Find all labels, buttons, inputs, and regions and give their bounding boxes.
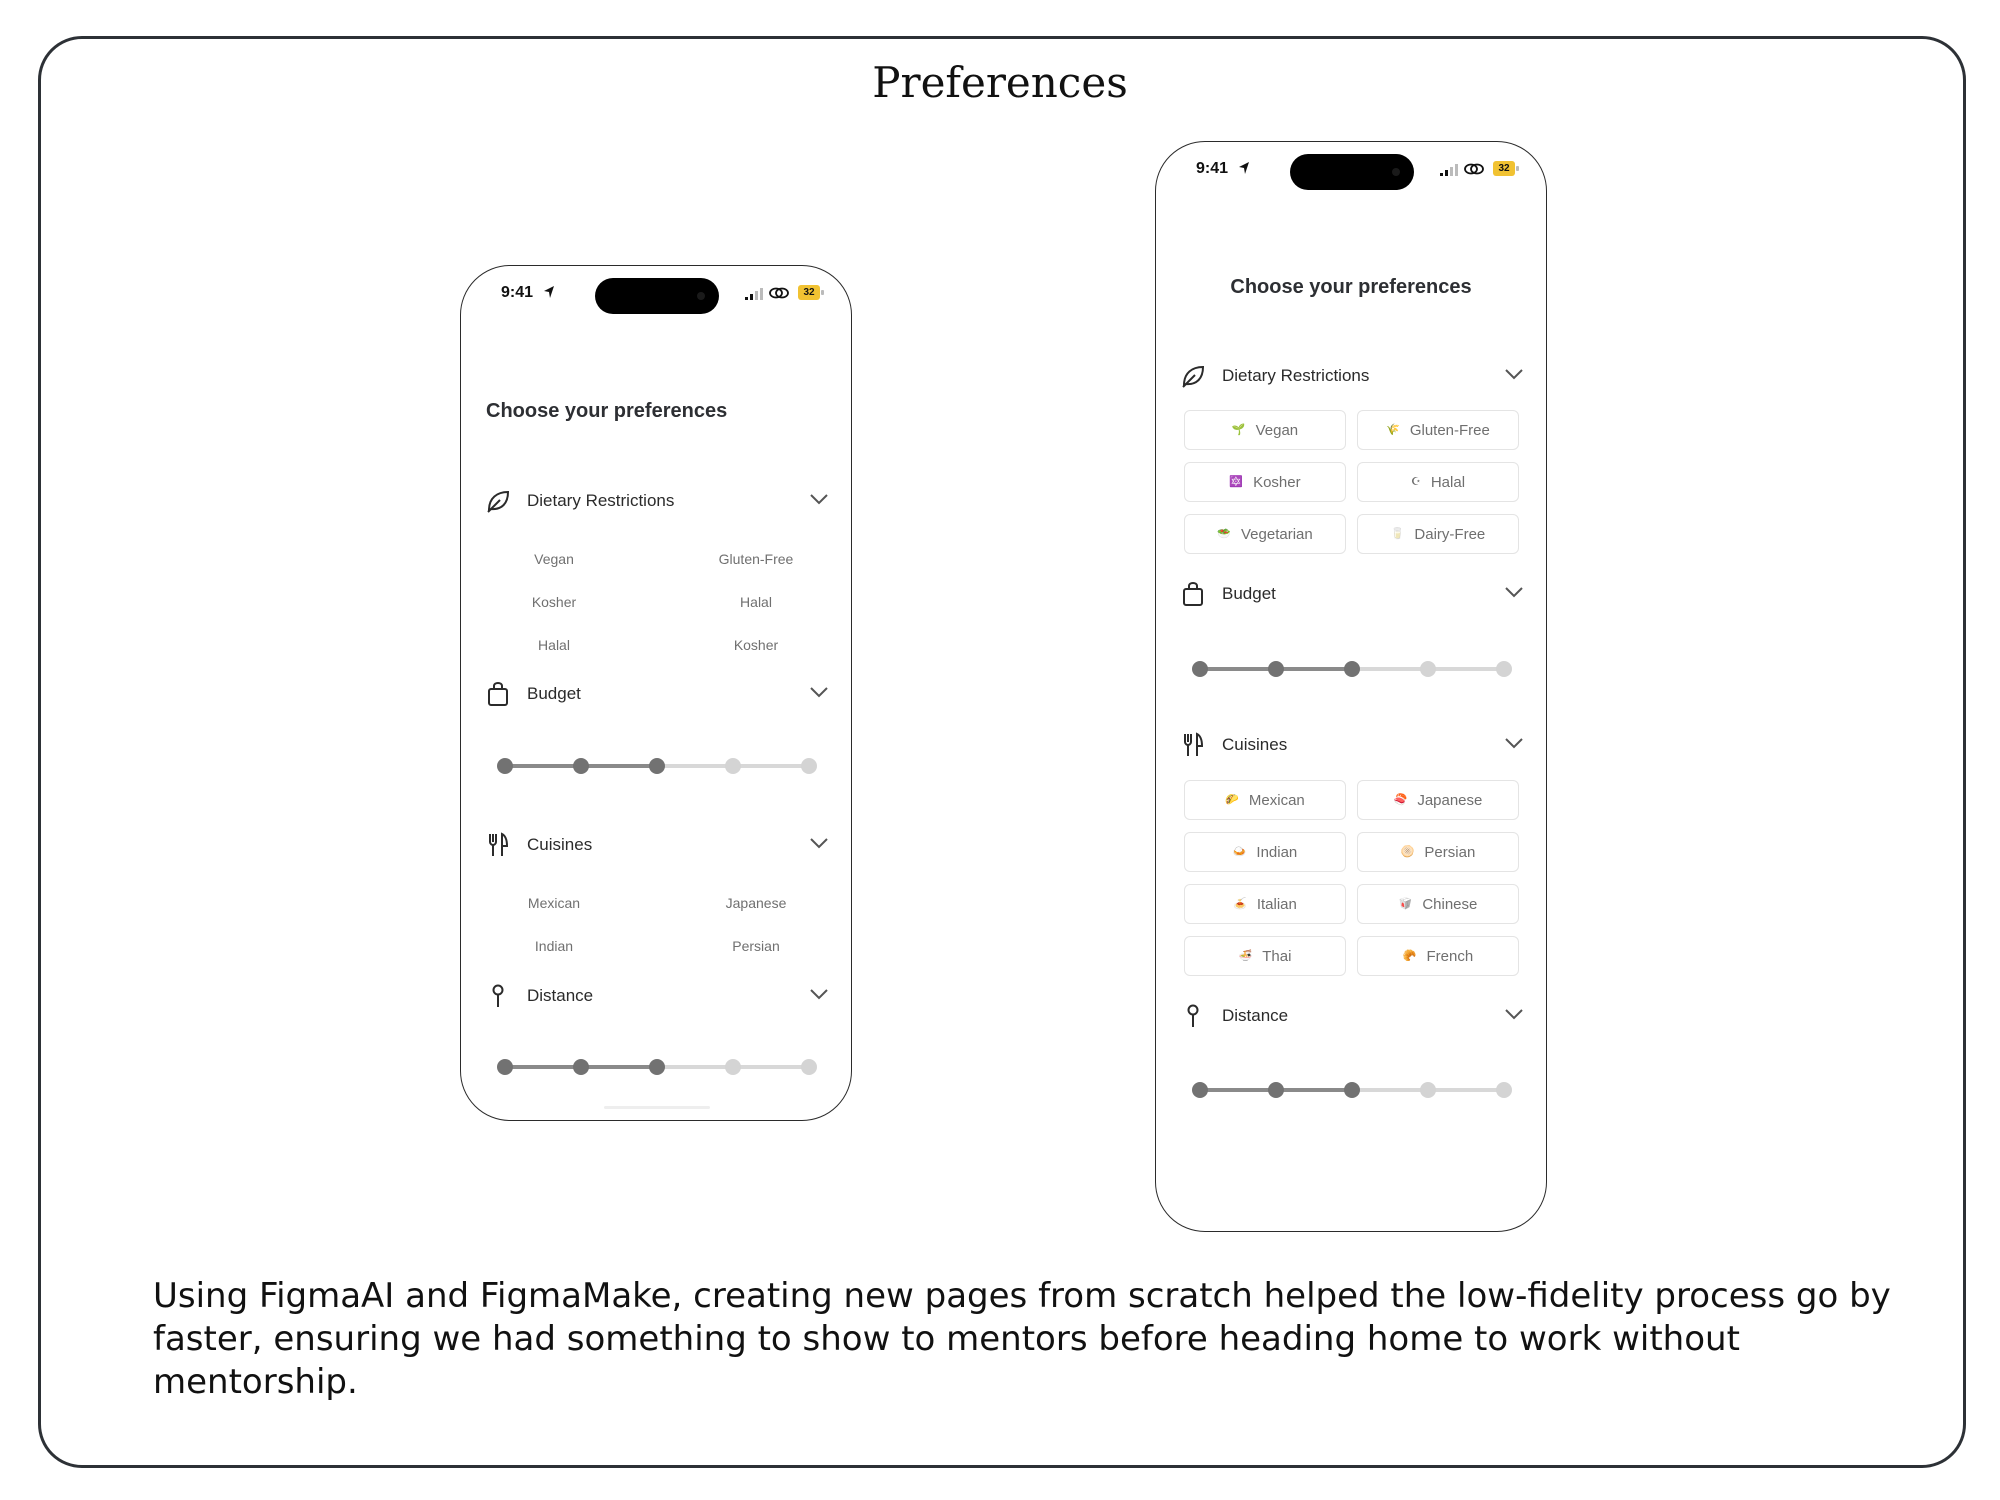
chip-dairy-free[interactable]: 🥛 Dairy-Free bbox=[1357, 514, 1519, 554]
chip-japanese[interactable]: 🍣 Japanese bbox=[1357, 780, 1519, 820]
option-halal[interactable]: Halal bbox=[538, 637, 570, 653]
caption-text: Using FigmaAI and FigmaMake, creating new pages from scratch helped the low-fidelity process go by faster, ensuring we had something to show to mentors before heading home to work without mentorship. bbox=[153, 1276, 1891, 1402]
section-distance[interactable] bbox=[1180, 1001, 1524, 1031]
screen-title: Choose your preferences bbox=[486, 400, 728, 422]
slider-step-3[interactable] bbox=[1344, 1082, 1360, 1098]
location-arrow-icon bbox=[1238, 161, 1250, 175]
chip-persian[interactable]: 🫓 Persian bbox=[1357, 832, 1519, 872]
option-persian[interactable]: Persian bbox=[732, 938, 780, 954]
slider-step-5[interactable] bbox=[801, 758, 817, 774]
battery-icon: 32 bbox=[1493, 161, 1519, 176]
slider-step-1[interactable] bbox=[1192, 1082, 1208, 1098]
section-budget[interactable] bbox=[1180, 579, 1524, 609]
chip-kosher[interactable]: 🔯 Kosher bbox=[1184, 462, 1346, 502]
chip-french[interactable]: 🥐 French bbox=[1357, 936, 1519, 976]
section-label: Dietary Restrictions bbox=[527, 491, 675, 510]
chip-halal[interactable]: ☪ Halal bbox=[1357, 462, 1519, 502]
slider-step-2[interactable] bbox=[573, 1059, 589, 1075]
chevron-down-icon[interactable] bbox=[1504, 367, 1524, 381]
section-label: Cuisines bbox=[1222, 735, 1288, 754]
leaf-icon bbox=[485, 488, 511, 514]
dynamic-island bbox=[1290, 154, 1414, 190]
leaf-icon bbox=[1180, 363, 1206, 389]
fork-knife-icon bbox=[1180, 732, 1206, 758]
slider-step-1[interactable] bbox=[497, 758, 513, 774]
option-halal[interactable]: Halal bbox=[740, 594, 772, 610]
option-japanese[interactable]: Japanese bbox=[725, 895, 787, 911]
option-kosher[interactable]: Kosher bbox=[531, 594, 577, 610]
section-label: Budget bbox=[1222, 584, 1276, 603]
battery-icon: 32 bbox=[798, 285, 824, 300]
section-label: Distance bbox=[527, 986, 594, 1005]
content-frame bbox=[38, 36, 1966, 1468]
slider-step-4[interactable] bbox=[725, 1059, 741, 1075]
option-indian[interactable]: Indian bbox=[534, 938, 574, 954]
slider-step-3[interactable] bbox=[649, 1059, 665, 1075]
pin-icon bbox=[1180, 1003, 1206, 1029]
slider-step-2[interactable] bbox=[573, 758, 589, 774]
chevron-down-icon[interactable] bbox=[809, 685, 829, 699]
chevron-down-icon[interactable] bbox=[809, 836, 829, 850]
signal-icon bbox=[1440, 164, 1458, 176]
option-gluten-free[interactable]: Gluten-Free bbox=[718, 551, 794, 567]
slider-step-2[interactable] bbox=[1268, 1082, 1284, 1098]
section-label: Cuisines bbox=[527, 835, 593, 854]
home-indicator bbox=[604, 1106, 710, 1109]
slider-step-1[interactable] bbox=[497, 1059, 513, 1075]
slider-step-5[interactable] bbox=[1496, 1082, 1512, 1098]
chip-thai[interactable]: 🍜 Thai bbox=[1184, 936, 1346, 976]
phone-mockup-mid-fi bbox=[1155, 141, 1547, 1232]
location-arrow-icon bbox=[543, 285, 555, 299]
chip-vegetarian[interactable]: 🥗 Vegetarian bbox=[1184, 514, 1346, 554]
status-time: 9:41 bbox=[501, 284, 534, 301]
chevron-down-icon[interactable] bbox=[1504, 736, 1524, 750]
chip-vegan[interactable]: 🌱 Vegan bbox=[1184, 410, 1346, 450]
slider-step-3[interactable] bbox=[649, 758, 665, 774]
status-bar bbox=[461, 266, 851, 326]
status-bar bbox=[1156, 142, 1546, 202]
signal-icon bbox=[745, 288, 763, 300]
dynamic-island bbox=[595, 278, 719, 314]
chip-italian[interactable]: 🍝 Italian bbox=[1184, 884, 1346, 924]
chip-indian[interactable]: 🍛 Indian bbox=[1184, 832, 1346, 872]
section-label: Distance bbox=[1222, 1006, 1289, 1025]
slider-step-4[interactable] bbox=[725, 758, 741, 774]
option-mexican[interactable]: Mexican bbox=[527, 895, 581, 911]
pin-icon bbox=[485, 983, 511, 1009]
chevron-down-icon[interactable] bbox=[809, 492, 829, 506]
option-vegan[interactable]: Vegan bbox=[534, 551, 574, 567]
chip-gluten-free[interactable]: 🌾 Gluten-Free bbox=[1357, 410, 1519, 450]
chip-chinese[interactable]: 🥡 Chinese bbox=[1357, 884, 1519, 924]
chevron-down-icon[interactable] bbox=[809, 987, 829, 1001]
screen-title: Choose your preferences bbox=[1230, 276, 1472, 298]
slider-step-3[interactable] bbox=[1344, 661, 1360, 677]
section-cuisines[interactable] bbox=[1180, 730, 1524, 760]
chevron-down-icon[interactable] bbox=[1504, 1007, 1524, 1021]
distance-slider[interactable] bbox=[1200, 1082, 1504, 1098]
shopping-bag-icon bbox=[1180, 581, 1206, 607]
slider-step-5[interactable] bbox=[801, 1059, 817, 1075]
slider-step-2[interactable] bbox=[1268, 661, 1284, 677]
fork-knife-icon bbox=[485, 832, 511, 858]
phone-mockup-low-fi bbox=[460, 265, 852, 1121]
budget-slider[interactable] bbox=[1200, 661, 1504, 677]
section-budget[interactable] bbox=[485, 679, 829, 709]
chip-mexican[interactable]: 🌮 Mexican bbox=[1184, 780, 1346, 820]
section-label: Dietary Restrictions bbox=[1222, 366, 1370, 385]
status-time: 9:41 bbox=[1196, 160, 1229, 177]
page-title: Preferences bbox=[872, 58, 1128, 107]
chevron-down-icon[interactable] bbox=[1504, 585, 1524, 599]
section-distance[interactable] bbox=[485, 981, 829, 1011]
section-dietary[interactable] bbox=[485, 486, 829, 516]
link-icon bbox=[769, 286, 789, 300]
slider-step-1[interactable] bbox=[1192, 661, 1208, 677]
budget-slider[interactable] bbox=[505, 758, 809, 774]
section-dietary[interactable] bbox=[1180, 361, 1524, 391]
slider-step-4[interactable] bbox=[1420, 661, 1436, 677]
slider-step-5[interactable] bbox=[1496, 661, 1512, 677]
option-kosher[interactable]: Kosher bbox=[733, 637, 779, 653]
distance-slider[interactable] bbox=[505, 1059, 809, 1075]
link-icon bbox=[1464, 162, 1484, 176]
shopping-bag-icon bbox=[485, 681, 511, 707]
section-cuisines[interactable] bbox=[485, 830, 829, 860]
slider-step-4[interactable] bbox=[1420, 1082, 1436, 1098]
section-label: Budget bbox=[527, 684, 581, 703]
